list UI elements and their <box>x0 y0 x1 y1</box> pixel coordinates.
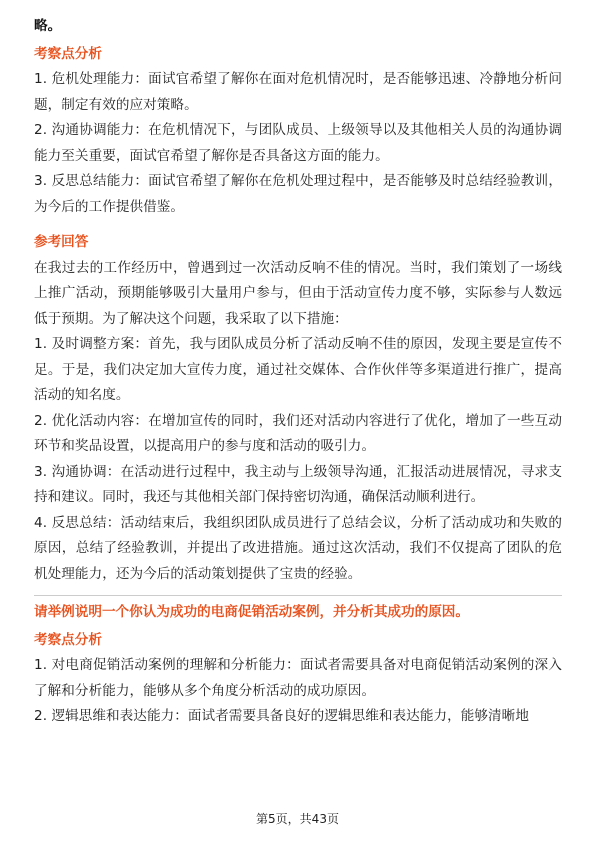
page-content <box>34 14 562 730</box>
answer-item-4: 4. 反思总结：活动结束后，我组织团队成员进行了总结会议，分析了活动成功和失败的原因，总结了经验教训，并提出了改进措施。通过这次活动，我们不仅提高了团队的危机处理能力，还为今后的活动策划提供了宝贵的经验。 <box>34 514 562 582</box>
answer-item-3: 3. 沟通协调：在活动进行过程中，我主动与上级领导沟通，汇报活动进展情况，寻求支持和建议。同时，我还与其他相关部门保持密切沟通，确保活动顺利进行。 <box>34 463 562 505</box>
analysis-item-2: 2. 沟通协调能力：在危机情况下，与团队成员、上级领导以及其他相关人员的沟通协调能力至关重要，面试官希望了解你是否具备这方面的能力。 <box>34 122 562 164</box>
next-analysis-item-1: 1. 对电商促销活动案例的理解和分析能力：面试者需要具备对电商促销活动案例的深入了解和分析能力，能够从多个角度分析活动的成功原因。 <box>34 657 562 699</box>
answer-item-2: 2. 优化活动内容：在增加宣传的同时，我们还对活动内容进行了优化，增加了一些互动环节和奖品设置，以提高用户的参与度和活动的吸引力。 <box>34 412 562 454</box>
answer-intro: 在我过去的工作经历中，曾遇到过一次活动反响不佳的情况。当时，我们策划了一场线上推广活动，预期能够吸引大量用户参与，但由于活动宣传力度不够，实际参与人数远低于预期。为了解决这个问题，我采取了以下措施： <box>34 259 562 327</box>
page-footer: 第5页，共43页 <box>256 812 339 826</box>
analysis-item-3: 3. 反思总结能力：面试官希望了解你在危机处理过程中，是否能够及时总结经验教训，为今后的工作提供借鉴。 <box>34 173 562 215</box>
next-question: 请举例说明一个你认为成功的电商促销活动案例，并分析其成功的原因。 <box>34 604 469 620</box>
continued-text: 略。 <box>34 18 62 34</box>
answer-item-1: 1. 及时调整方案：首先，我与团队成员分析了活动反响不佳的原因，发现主要是宣传不足。于是，我们决定加大宣传力度，通过社交媒体、合作伙伴等多渠道进行推广，提高活动的知名度。 <box>34 336 562 403</box>
next-analysis-item-2: 2. 逻辑思维和表达能力：面试者需要具备良好的逻辑思维和表达能力，能够清晰地 <box>34 708 529 724</box>
section-divider <box>34 595 562 596</box>
analysis-item-1: 1. 危机处理能力：面试官希望了解你在面对危机情况时，是否能够迅速、冷静地分析问题，制定有效的应对策略。 <box>34 71 562 113</box>
next-section-title: 考察点分析 <box>34 631 102 648</box>
section-title-analysis: 考察点分析 <box>34 45 102 62</box>
section-title-answer: 参考回答 <box>34 234 89 250</box>
